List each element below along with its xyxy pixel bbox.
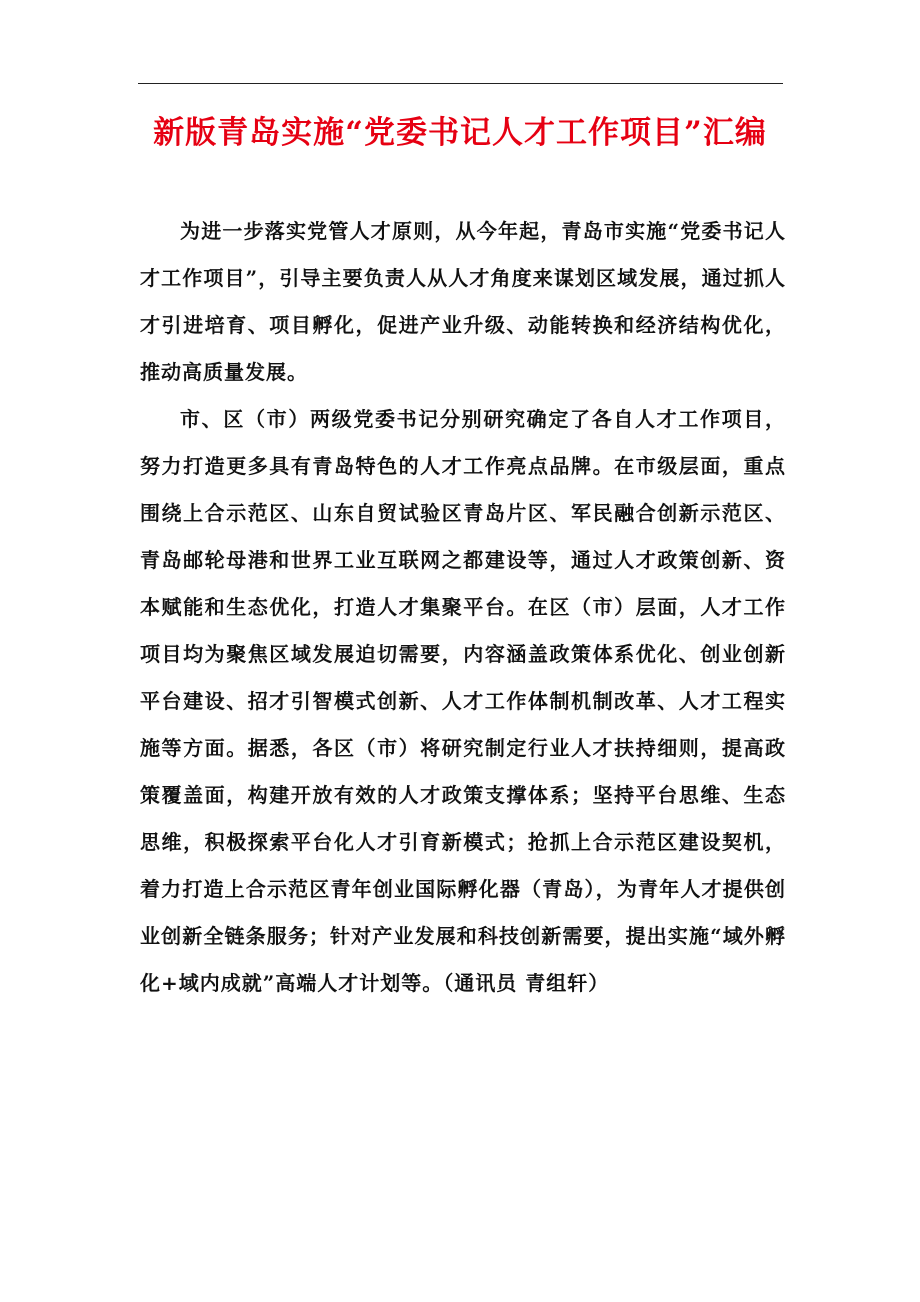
paragraph-intro: 为进一步落实党管人才原则，从今年起，青岛市实施“党委书记人才工作项目”，引导主要负责人从人才角度来谋划区域发展，通过抓人才引进培育、项目孵化，促进产业升级、动能转换和经济结构优化，推动高质量发展。 [140,219,786,384]
document-body [140,208,786,1007]
paragraph-details: 市、区（市）两级党委书记分别研究确定了各自人才工作项目，努力打造更多具有青岛特色的人才工作亮点品牌。在市级层面，重点围绕上合示范区、山东自贸试验区青岛片区、军民融合创新示范区、青岛邮轮母港和世界工业互联网之都建设等，通过人才政策创新、资本赋能和生态优化，打造人才集聚平台。在区（市）层面，人才工作项目均为聚焦区域发展迫切需要，内容涵盖政策体系优化、创业创新平台建设、招才引智模式创新、人才工作体制机制改革、人才工程实施等方面。据悉，各区（市）将研究制定行业人才扶持细则，提高政策覆盖面，构建开放有效的人才政策支撑体系；坚持平台思维、生态思维，积极探索平台化人才引育新模式；抢抓上合示范区建设契机，着力打造上合示范区青年创业国际孵化器（青岛），为青年人才提供创业创新全链条服务；针对产业发展和科技创新需要，提出实施“域外孵化+域内成就”高端人才计划等。（通讯员 青组轩） [140,407,786,995]
document-title: 新版青岛实施“党委书记人才工作项目”汇编 [153,115,767,151]
header-rule [138,83,783,84]
